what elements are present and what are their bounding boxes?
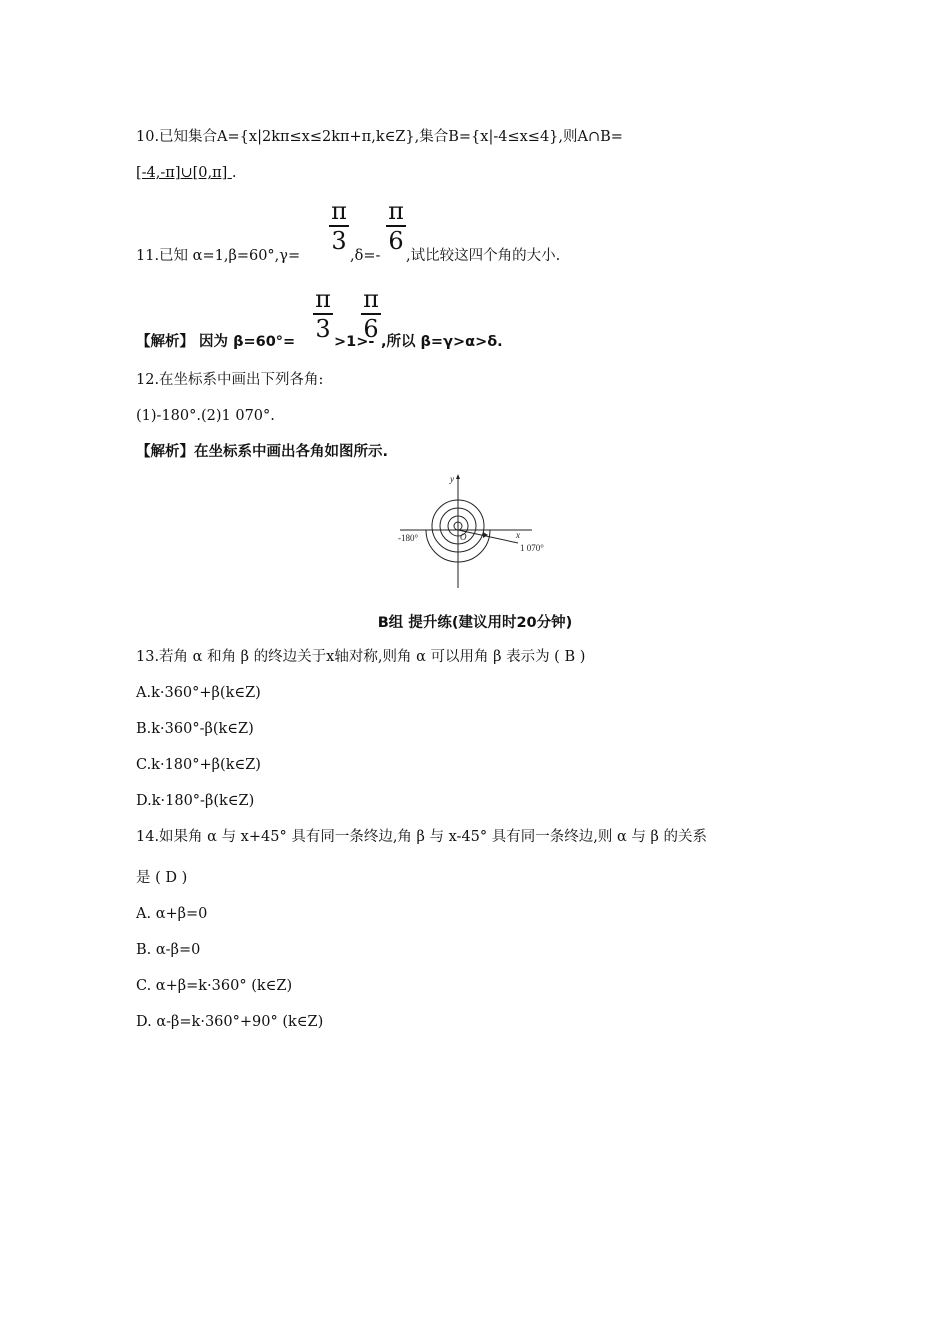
q14-option-d: D. α-β=k·360°+90° (k∈Z) <box>136 1014 324 1030</box>
a12-line <box>136 442 388 462</box>
x-axis-label: x <box>516 530 520 540</box>
a11-text-part2: >1>- <box>334 334 375 350</box>
q14-text-line1: 14.如果角 α 与 x+45° 具有同一条终边,角 β 与 x-45° 具有同一条终边,则 α 与 β 的关系 <box>136 829 707 845</box>
q14-option-a: A. α+β=0 <box>136 906 208 922</box>
section-b-title: B组 提升练(建议用时20分钟) <box>377 615 573 631</box>
q12-items: (1)-180°.(2)1 070°. <box>136 408 275 424</box>
q13-option-c: C.k·180°+β(k∈Z) <box>136 757 261 773</box>
q13-option-b: B.k·360°-β(k∈Z) <box>136 721 254 737</box>
q14-option-b: B. α-β=0 <box>136 942 201 958</box>
q13-text: 13.若角 α 和角 β 的终边关于x轴对称,则角 α 可以用角 β 表示为 ( B ) <box>136 649 586 665</box>
q11-text-part2: ,δ=- <box>350 248 381 264</box>
fraction-numerator: π <box>315 285 331 313</box>
fraction-numerator: π <box>363 285 379 313</box>
q11-text-part3: ,试比较这四个角的大小. <box>406 248 561 264</box>
q12-text: 12.在坐标系中画出下列各角: <box>136 372 324 388</box>
q13-option-a: A.k·360°+β(k∈Z) <box>136 685 261 701</box>
angle-label-1070: 1 070° <box>520 543 544 553</box>
q10-period: . <box>231 165 237 181</box>
q14-text-line2: 是 ( D ) <box>136 870 188 886</box>
fraction-pi-over-3 <box>329 198 349 254</box>
y-axis-label: y <box>450 474 454 484</box>
fraction-numerator: π <box>331 197 347 225</box>
analysis-tag: 【解析】 <box>136 444 194 460</box>
q11-text-part1: 11.已知 α=1,β=60°,γ= <box>136 248 301 264</box>
fraction-pi-over-3 <box>313 286 333 342</box>
q10-answer-line <box>136 163 237 183</box>
origin-label: O <box>460 532 467 542</box>
a11-line-part1 <box>136 332 295 352</box>
analysis-tag: 【解析】 <box>136 334 194 350</box>
a12-text: 在坐标系中画出各角如图所示. <box>194 444 389 460</box>
y-axis-arrow <box>456 474 460 479</box>
fraction-numerator: π <box>388 197 404 225</box>
a11-text-part3: ,所以 β=γ>α>δ. <box>381 334 503 350</box>
fraction-denominator: 3 <box>315 314 331 343</box>
fraction-denominator: 6 <box>363 314 379 343</box>
fraction-pi-over-6 <box>386 198 406 254</box>
fraction-denominator: 3 <box>331 226 347 255</box>
angle-diagram <box>390 468 560 592</box>
a11-text-part1: 因为 β=60°= <box>194 334 296 350</box>
q10-answer: [-4,-π]∪[0,π] <box>136 165 232 181</box>
fraction-denominator: 6 <box>388 226 404 255</box>
angle-figure <box>390 468 560 596</box>
q10-text: 10.已知集合A={x|2kπ≤x≤2kπ+π,k∈Z},集合B={x|-4≤x≤4},则A∩B= <box>136 129 623 145</box>
angle-label-minus-180: -180° <box>398 533 419 543</box>
q14-option-c: C. α+β=k·360° (k∈Z) <box>136 978 293 994</box>
q13-option-d: D.k·180°-β(k∈Z) <box>136 793 255 809</box>
arc-arrow-head <box>483 532 488 538</box>
